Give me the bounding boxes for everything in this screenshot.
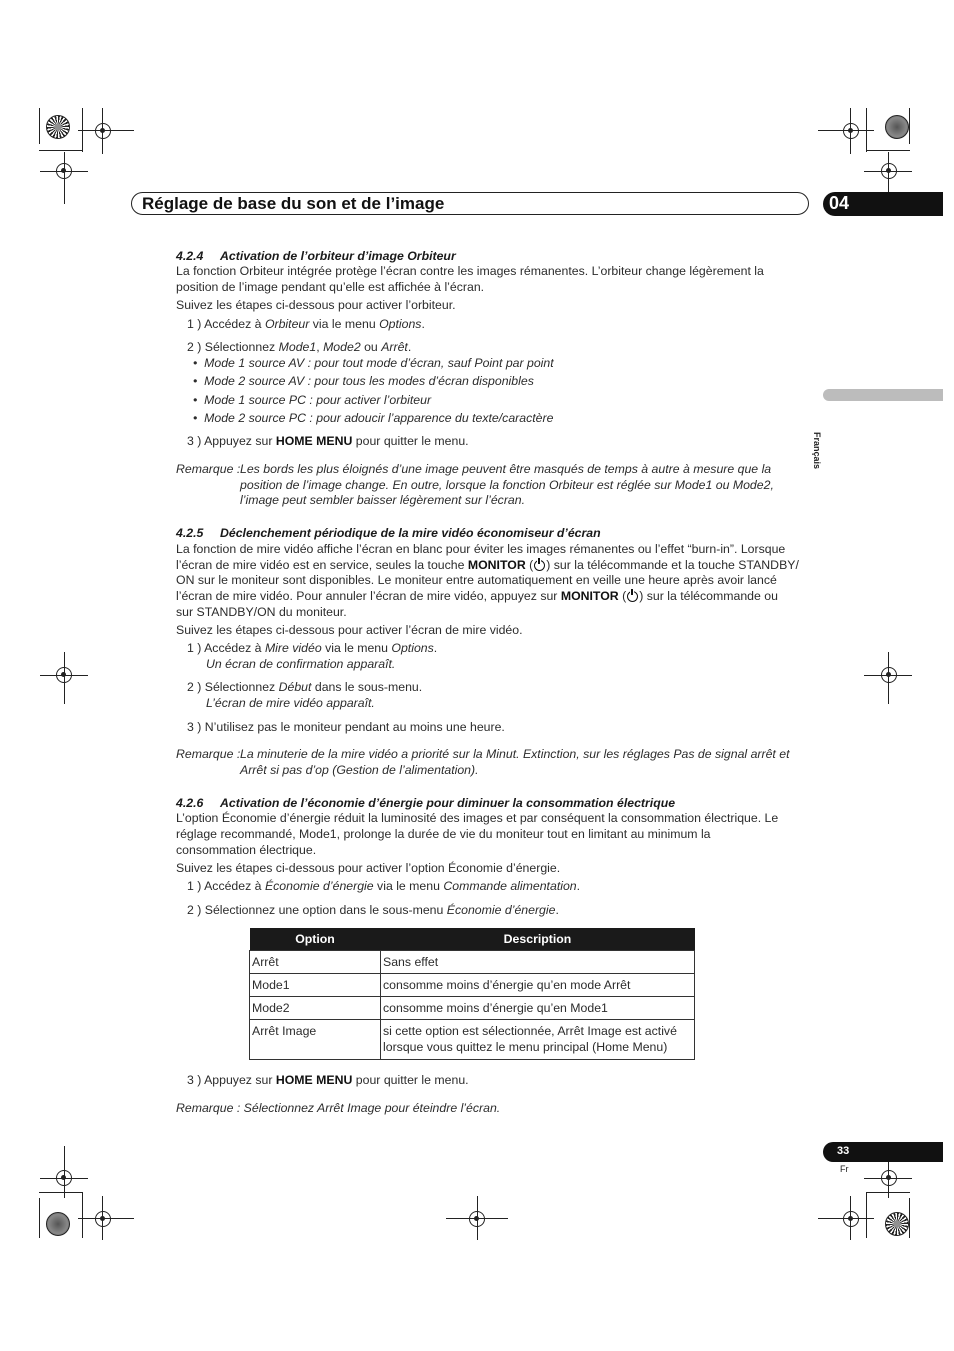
bullet-item: • Mode 1 source AV : pour tout mode d’écran, sauf Point par point (193, 356, 554, 370)
option-cell: Mode2 (250, 997, 381, 1020)
step-text: . (421, 317, 425, 331)
step-3: 3 ) N’utilisez pas le moniteur pendant au moins une heure. (187, 720, 505, 734)
menu-term: Options (379, 317, 422, 331)
note-line: l’image peut sembler baisser légèrement sur l’écran. (240, 493, 526, 507)
power-icon (627, 591, 638, 602)
menu-term: Mire vidéo (264, 641, 322, 655)
step-text: 2 ) Sélectionnez une option dans le sous-menu (187, 903, 447, 917)
paragraph-line: L’option Économie d’énergie réduit la luminosité des images et par conséquent la consommation électrique. Le (176, 811, 779, 825)
page-language-code: Fr (840, 1164, 849, 1174)
paragraph-line: La fonction Orbiteur intégrée protège l’écran contre les images rémanentes. L’orbiteur change légèrement la (176, 264, 764, 278)
bullet-item: • Mode 2 source PC : pour adoucir l’apparence du texte/caractère (193, 411, 554, 425)
note-line: Arrêt si pas d’op (Gestion de l’alimentation). (240, 763, 479, 777)
step-3 (187, 1072, 469, 1088)
color-rosette-icon (885, 115, 909, 139)
section-heading-text: Activation de l’orbiteur d’image Orbiteur (220, 249, 456, 263)
note-line: La minuterie de la mire vidéo a priorité sur la Minut. Extinction, sur les réglages Pas de signal arrêt et (240, 747, 790, 761)
step-text: 1 ) Accédez à (187, 879, 265, 893)
step-2 (187, 679, 422, 695)
column-header-option: Option (250, 928, 381, 951)
menu-term: Mode1 (278, 340, 317, 354)
text: l’écran de mire vidéo. Pour annuler l’écran de mire vidéo, appuyez sur (176, 589, 561, 603)
step-text: . (407, 340, 412, 354)
language-tab (823, 389, 943, 401)
table-row (250, 974, 695, 997)
registration-mark-icon (843, 1211, 859, 1227)
paragraph-line: La fonction de mire vidéo affiche l’écran en blanc pour éviter les images rémanentes ou l’effet “burn-in”. Lorsque (176, 542, 786, 556)
step-text: . (555, 903, 559, 917)
section-heading-4-2-5 (176, 526, 601, 540)
menu-term: Orbiteur (264, 317, 310, 331)
bullet-text: Mode 1 source AV : pour tout mode d’écran, sauf Point par point (204, 356, 554, 370)
language-label: Français (812, 432, 822, 470)
color-rosette-icon (46, 115, 70, 139)
step-text: via le menu (321, 641, 392, 655)
paragraph: Suivez les étapes ci-dessous pour activer l’orbiteur. (176, 298, 456, 312)
registration-mark-icon (469, 1211, 485, 1227)
color-rosette-icon (885, 1212, 909, 1236)
page-number-tab (823, 1142, 943, 1162)
step-text: 3 ) Appuyez sur (187, 434, 276, 448)
step-1 (187, 878, 580, 894)
chapter-title-bar (131, 192, 809, 215)
note-label: Remarque : (176, 747, 241, 761)
paragraph-line: position de l’image pendant qu’elle est affichée à l’écran. (176, 280, 485, 294)
step-text: via le menu (309, 317, 380, 331)
registration-mark-icon (95, 1211, 111, 1227)
menu-term: Économie d’énergie (264, 879, 374, 893)
section-heading-text: Activation de l’économie d’énergie pour diminuer la consommation électrique (220, 796, 676, 810)
section-number: 4.2.5 (176, 526, 204, 540)
section-heading-4-2-4 (176, 249, 456, 263)
menu-term: Économie d’énergie (446, 903, 556, 917)
step-text: dans le sous-menu. (311, 680, 423, 694)
step-result: Un écran de confirmation apparaît. (206, 657, 396, 671)
description-line: lorsque vous quittez le menu principal (Home Menu) (383, 1040, 668, 1054)
section-heading-text: Déclenchement périodique de la mire vidéo économiseur d’écran (220, 526, 601, 540)
power-saving-options-table (249, 928, 695, 1060)
step-text: pour quitter le menu. (352, 434, 469, 448)
registration-mark-icon (843, 123, 859, 139)
step-text: pour quitter le menu. (352, 1073, 469, 1087)
step-2 (187, 339, 411, 355)
registration-mark-icon (56, 163, 72, 179)
step-result: L’écran de mire vidéo apparaît. (206, 696, 375, 710)
registration-mark-icon (95, 123, 111, 139)
bullet-item: • Mode 1 source PC : pour activer l’orbiteur (193, 393, 432, 407)
step-text: 1 ) Accédez à (187, 641, 265, 655)
option-cell: Mode1 (250, 974, 381, 997)
page-number: 33 (837, 1145, 850, 1157)
option-cell: Arrêt (250, 951, 381, 974)
step-text: 2 ) Sélectionnez (187, 680, 279, 694)
description-cell: Sans effet (381, 951, 695, 974)
bullet-text: Mode 1 source PC : pour activer l’orbiteur (204, 393, 432, 407)
key-label: MONITOR (560, 589, 619, 603)
step-text: 2 ) Sélectionnez (187, 340, 279, 354)
registration-mark-icon (881, 163, 897, 179)
description-line: si cette option est sélectionnée, Arrêt Image est activé (383, 1024, 677, 1038)
key-label: HOME MENU (275, 1073, 353, 1087)
paragraph-line: l’écran de mire vidéo est en service, seules la touche MONITOR ( ) sur la télécommande et la touche STANDBY/ (176, 558, 799, 572)
table-header-row (250, 928, 695, 951)
paragraph-line: l’écran de mire vidéo. Pour annuler l’écran de mire vidéo, appuyez sur MONITOR ( ) sur la télécommande ou (176, 589, 778, 603)
menu-term: Mode2 (323, 340, 361, 354)
note-label: Remarque : (176, 462, 241, 476)
table-row (250, 997, 695, 1020)
bullet-item: • Mode 2 source AV : pour tous les modes d’écran disponibles (193, 374, 534, 388)
section-number: 4.2.4 (176, 249, 204, 263)
section-number: 4.2.6 (176, 796, 204, 810)
option-cell: Arrêt Image (250, 1020, 381, 1060)
menu-term: Arrêt (381, 340, 408, 354)
paragraph-line: consommation électrique. (176, 843, 317, 857)
note-line: Les bords les plus éloignés d’une image peuvent être masqués de temps à autre à mesure que la (240, 462, 772, 476)
color-rosette-icon (46, 1212, 70, 1236)
paragraph-line: sur STANDBY/ON du moniteur. (176, 605, 347, 619)
step-text: 1 ) Accédez à (187, 317, 265, 331)
key-label: HOME MENU (275, 434, 353, 448)
power-icon (534, 560, 545, 571)
registration-mark-icon (881, 1170, 897, 1186)
registration-mark-icon (56, 1170, 72, 1186)
paragraph: Suivez les étapes ci-dessous pour activer l’option Économie d’énergie. (176, 861, 561, 875)
step-text: . (576, 879, 581, 893)
step-2 (187, 902, 559, 918)
step-1 (187, 640, 437, 656)
step-text: , (316, 340, 324, 354)
registration-mark-icon (881, 667, 897, 683)
page-title: Réglage de base du son et de l’image (142, 194, 445, 213)
step-3 (187, 433, 469, 449)
text: l’écran de mire vidéo est en service, seules la touche (176, 558, 468, 572)
note: Remarque : Sélectionnez Arrêt Image pour éteindre l’écran. (176, 1101, 501, 1115)
description-cell: consomme moins d’énergie qu’en mode Arrêt (381, 974, 695, 997)
table-row (250, 951, 695, 974)
step-text: via le menu (373, 879, 444, 893)
key-label: MONITOR (467, 558, 526, 572)
step-text: 3 ) Appuyez sur (187, 1073, 276, 1087)
menu-term: Commande alimentation (443, 879, 577, 893)
step-text: . (433, 641, 438, 655)
description-cell: consomme moins d’énergie qu’en Mode1 (381, 997, 695, 1020)
registration-mark-icon (56, 667, 72, 683)
section-heading-4-2-6 (176, 796, 675, 810)
text: sur la télécommande et la touche STANDBY/ (550, 558, 799, 572)
chapter-number: 04 (829, 193, 850, 213)
column-header-description: Description (381, 928, 695, 951)
chapter-number-tab (823, 192, 943, 216)
paragraph-line: réglage recommandé, Mode1, prolonge la durée de vie du moniteur tout en limitant au minimum la (176, 827, 711, 841)
step-text: ou (360, 340, 382, 354)
bullet-text: Mode 2 source AV : pour tous les modes d’écran disponibles (204, 374, 534, 388)
menu-term: Début (278, 680, 312, 694)
paragraph-line: ON sur le moniteur sont disponibles. Le moniteur entre automatiquement en veille une heure après avoir lancé (176, 573, 777, 587)
note-line: position de l’image change. En outre, lorsque la fonction Orbiteur est réglée sur Mode1 ou Mode2, (240, 478, 774, 492)
step-1 (187, 316, 425, 332)
text: sur la télécommande ou (643, 589, 778, 603)
paragraph: Suivez les étapes ci-dessous pour activer l’écran de mire vidéo. (176, 623, 523, 637)
table-row (250, 1020, 695, 1060)
bullet-text: Mode 2 source PC : pour adoucir l’apparence du texte/caractère (204, 411, 554, 425)
description-cell (381, 1020, 695, 1060)
menu-term: Options (391, 641, 434, 655)
